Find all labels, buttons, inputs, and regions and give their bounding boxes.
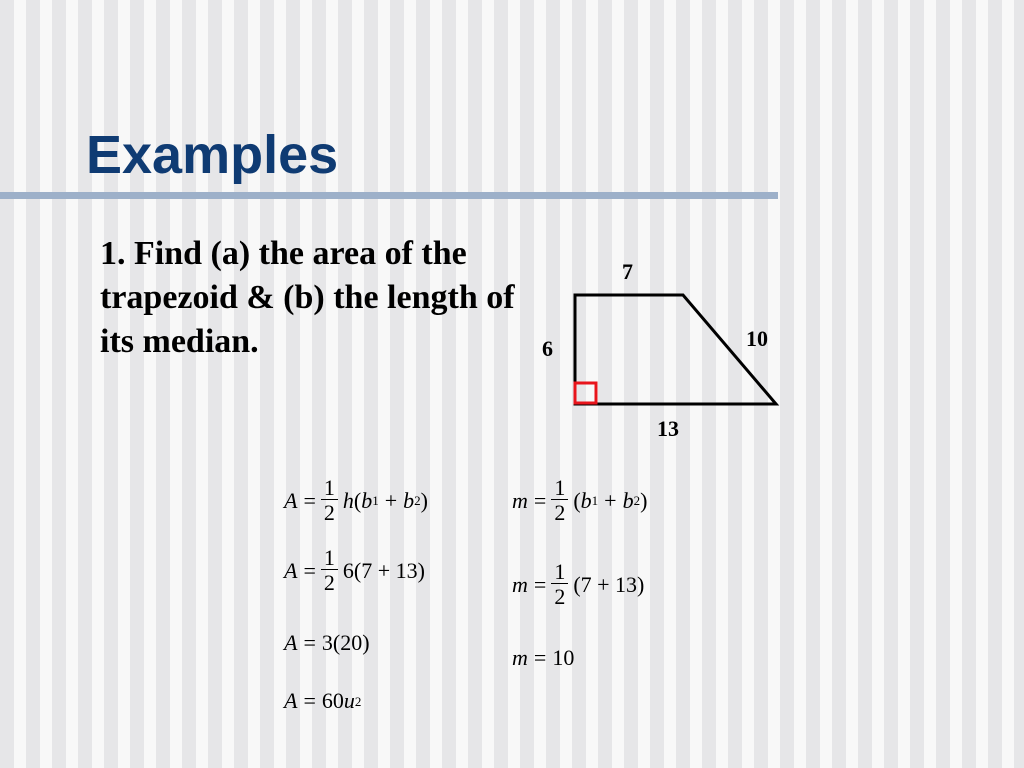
area-step-3: A = 3(20) [284, 630, 370, 655]
one-half-fraction: $\frac{1}{2}$ [551, 561, 568, 608]
one-half-fraction: $\frac{1}{2}$ [321, 547, 338, 594]
one-half-fraction: $\frac{1}{2}$ [321, 477, 338, 524]
median-substitution: m = $\frac{1}{2}$ (7 + 13) [512, 559, 645, 609]
right-side-label: 10 [746, 326, 768, 351]
problem-statement: 1. Find (a) the area of the trapezoid & (b) the length of its median. [100, 235, 515, 360]
median-formula: m = $\frac{1}{2}$ ( b 1 + b 2 ) [512, 475, 648, 525]
bottom-base-label: 13 [657, 416, 679, 441]
left-height-label: 6 [542, 336, 553, 361]
area-formula: A = $\frac{1}{2}$ h ( b 1 + b 2 ) [284, 475, 428, 525]
right-angle-marker [575, 383, 596, 403]
median-result: m = 10 [512, 645, 575, 670]
slide-title: Examples [86, 125, 339, 185]
area-result: A = 60 u 2 [284, 688, 362, 713]
one-half-fraction: $\frac{1}{2}$ [551, 477, 568, 524]
area-substitution: A = $\frac{1}{2}$ 6(7 + 13) [284, 545, 425, 595]
top-base-label: 7 [622, 259, 633, 284]
